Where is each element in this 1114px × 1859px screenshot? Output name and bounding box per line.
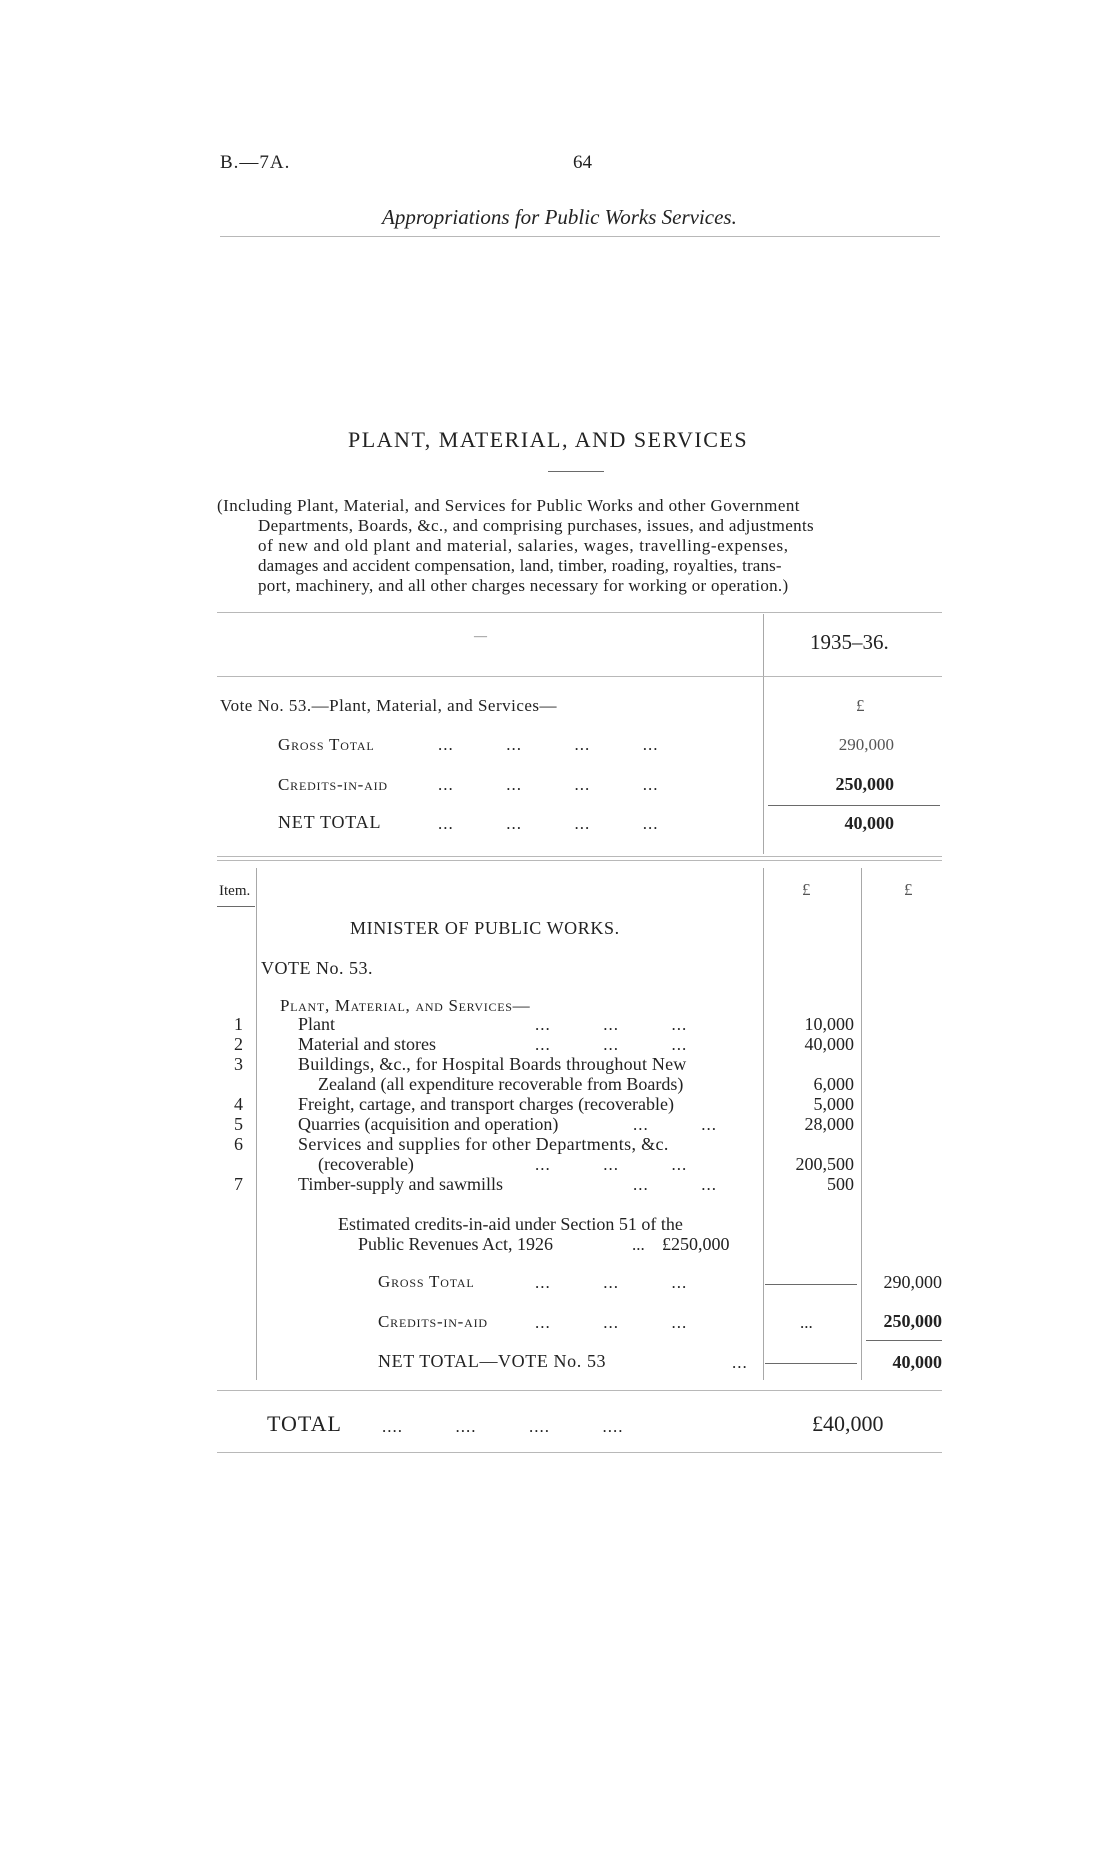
vote-net-total-label: NET TOTAL—VOTE No. 53 xyxy=(378,1351,607,1371)
vote-gross-total-label: Gross Total xyxy=(378,1272,475,1291)
minister-heading: MINISTER OF PUBLIC WORKS. xyxy=(350,918,620,938)
summary-row-label: Gross Total xyxy=(278,735,375,754)
credits-note-dots: ... xyxy=(632,1235,645,1254)
item-dots: ... ... xyxy=(633,1115,717,1134)
detail-amount-divider xyxy=(763,868,764,1380)
summary-year-header: 1935–36. xyxy=(810,630,889,654)
summary-column-divider xyxy=(763,614,764,854)
summary-row-dots: ... ... ... ... xyxy=(438,735,659,754)
document-reference: B.—7A. xyxy=(220,152,291,173)
vote-gross-total-value: 290,000 xyxy=(883,1272,942,1292)
description-line: (Including Plant, Material, and Services for Public Works and other Government xyxy=(217,496,800,515)
item-amount: 28,000 xyxy=(804,1114,854,1134)
item-dots: ... ... ... xyxy=(535,1155,688,1174)
item-number: 4 xyxy=(234,1094,243,1114)
page-number: 64 xyxy=(573,152,592,173)
summary-row-label: Credits-in-aid xyxy=(278,775,388,794)
summary-row-value: 290,000 xyxy=(838,735,894,754)
detail-total-divider xyxy=(861,868,862,1380)
credits-note: Estimated credits-in-aid under Section 51 of the xyxy=(338,1214,683,1234)
vote-total-dots: ... xyxy=(732,1353,748,1372)
summary-subtotal-rule xyxy=(768,805,940,806)
document-title: PLANT, MATERIAL, AND SERVICES xyxy=(348,427,749,452)
credits-note: Public Revenues Act, 1926 xyxy=(358,1234,553,1254)
item-description: Timber-supply and sawmills xyxy=(298,1174,503,1194)
detail-currency: £ xyxy=(904,880,913,899)
detail-currency: £ xyxy=(802,880,811,899)
section-heading: Plant, Material, and Services— xyxy=(280,996,531,1015)
vote-total-dots: ... ... ... xyxy=(535,1273,688,1292)
detail-bottom-rule xyxy=(217,1390,942,1391)
item-description: Buildings, &c., for Hospital Boards throughout New xyxy=(298,1054,687,1074)
item-dots: ... ... xyxy=(633,1175,717,1194)
credits-note-amount: £250,000 xyxy=(662,1234,730,1254)
summary-row-value: 250,000 xyxy=(835,774,894,794)
title-underline xyxy=(548,471,604,472)
vote-credits-col1: ... xyxy=(800,1313,813,1332)
page-subtitle: Appropriations for Public Works Services. xyxy=(382,205,737,229)
summary-currency: £ xyxy=(856,696,865,715)
item-description: Freight, cartage, and transport charges (recoverable) xyxy=(298,1094,674,1114)
summary-row-value: 40,000 xyxy=(844,813,894,833)
vote-total-dots: ... ... ... xyxy=(535,1313,688,1332)
grand-total-rule xyxy=(217,1452,942,1453)
item-description-continued: Zealand (all expenditure recoverable from Boards) xyxy=(318,1074,684,1094)
item-amount: 10,000 xyxy=(804,1014,854,1034)
description-line: of new and old plant and material, salaries, wages, travelling-expenses, xyxy=(258,536,789,555)
grand-total-value: £40,000 xyxy=(812,1411,884,1436)
description-line: port, machinery, and all other charges necessary for working or operation.) xyxy=(258,576,789,595)
item-amount: 5,000 xyxy=(813,1094,854,1114)
detail-item-divider xyxy=(256,868,257,1380)
net-total-placeholder-rule xyxy=(765,1363,857,1364)
item-header-underline xyxy=(217,906,255,907)
item-dots: ... ... ... xyxy=(535,1035,688,1054)
summary-row-label: NET TOTAL xyxy=(278,812,382,832)
grand-total-label: TOTAL xyxy=(267,1411,342,1436)
item-number: 3 xyxy=(234,1054,243,1074)
item-number: 1 xyxy=(234,1014,243,1034)
item-description-continued: (recoverable) xyxy=(318,1154,414,1174)
item-description: Plant xyxy=(298,1014,336,1034)
vote-net-total-value: 40,000 xyxy=(892,1352,942,1372)
item-number: 7 xyxy=(234,1174,243,1194)
summary-bottom-rule xyxy=(217,860,942,861)
description-line: damages and accident compensation, land, timber, roading, royalties, trans- xyxy=(258,556,782,575)
gross-total-placeholder-rule xyxy=(765,1284,857,1285)
summary-top-rule xyxy=(217,612,942,613)
vote-heading: VOTE No. 53. xyxy=(261,958,373,978)
summary-bottom-rule xyxy=(217,856,942,857)
item-amount: 40,000 xyxy=(804,1034,854,1054)
item-number: 5 xyxy=(234,1114,243,1134)
vote-subtotal-rule xyxy=(866,1340,942,1341)
item-description: Quarries (acquisition and operation) xyxy=(298,1114,559,1134)
grand-total-dots: .... .... .... .... xyxy=(382,1417,624,1436)
item-description: Material and stores xyxy=(298,1034,436,1054)
item-amount: 6,000 xyxy=(813,1074,854,1094)
item-column-header: Item. xyxy=(219,883,251,899)
item-amount: 200,500 xyxy=(795,1154,854,1174)
summary-row-dots: ... ... ... ... xyxy=(438,775,659,794)
item-amount: 500 xyxy=(827,1174,854,1194)
summary-header-dash: — xyxy=(474,628,487,643)
vote-credits-value: 250,000 xyxy=(883,1311,942,1331)
item-number: 2 xyxy=(234,1034,243,1054)
summary-row-dots: ... ... ... ... xyxy=(438,814,659,833)
summary-header-rule xyxy=(217,676,942,677)
vote-credits-label: Credits-in-aid xyxy=(378,1312,488,1331)
header-rule xyxy=(220,236,940,237)
description-line: Departments, Boards, &c., and comprising purchases, issues, and adjustments xyxy=(258,516,814,535)
vote-line: Vote No. 53.—Plant, Material, and Services— xyxy=(220,696,558,715)
item-description: Services and supplies for other Departments, &c. xyxy=(298,1134,669,1154)
item-dots: ... ... ... xyxy=(535,1015,688,1034)
item-number: 6 xyxy=(234,1134,243,1154)
